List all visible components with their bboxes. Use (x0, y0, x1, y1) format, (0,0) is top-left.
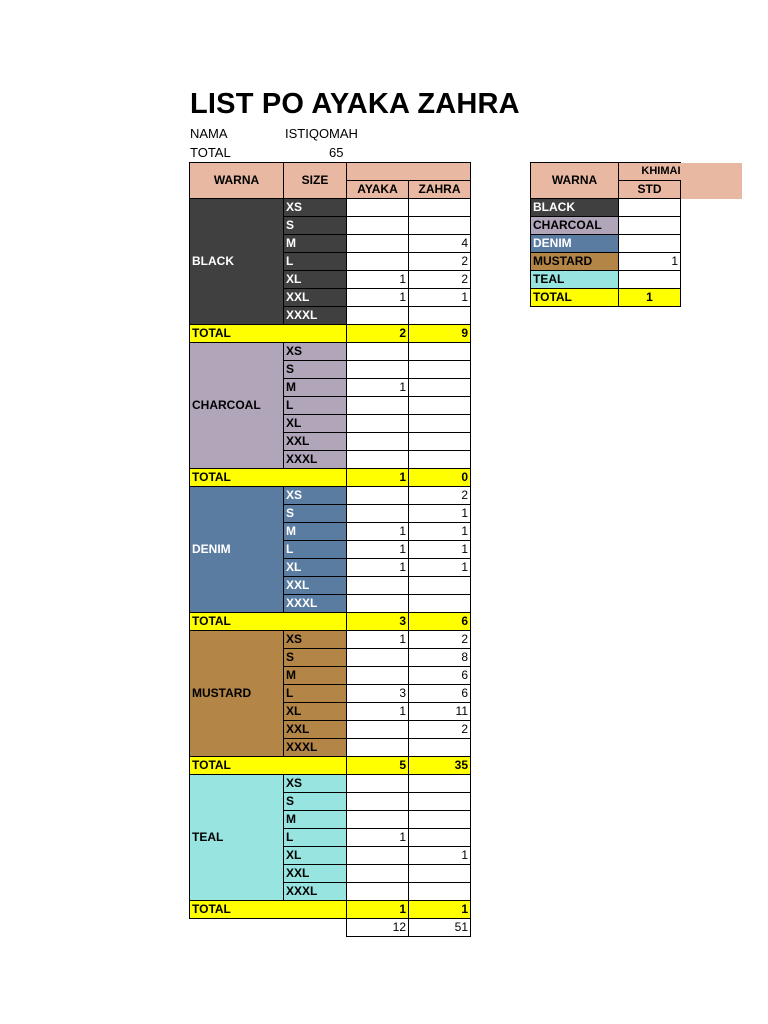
total-value: 65 (329, 145, 344, 160)
zahra-qty-cell (409, 397, 471, 415)
table-row (190, 343, 471, 361)
size-cell: M (284, 523, 347, 541)
size-cell: L (284, 685, 347, 703)
table-row (190, 775, 471, 793)
color-name-cell: MUSTARD (190, 631, 284, 757)
total-ayaka-cell: 1 (347, 469, 409, 487)
ayaka-qty-cell (347, 397, 409, 415)
ayaka-qty-cell: 1 (347, 541, 409, 559)
zahra-qty-cell (409, 883, 471, 901)
size-cell: L (284, 541, 347, 559)
side-total-value: 1 (619, 289, 681, 307)
zahra-qty-cell (409, 775, 471, 793)
side-std-qty-cell (619, 235, 681, 253)
size-cell: XS (284, 487, 347, 505)
size-cell: XXL (284, 865, 347, 883)
side-header-fill2 (681, 181, 743, 199)
size-cell: XXL (284, 721, 347, 739)
size-cell: M (284, 667, 347, 685)
size-cell: XXXL (284, 595, 347, 613)
zahra-qty-cell (409, 739, 471, 757)
page-title: LIST PO AYAKA ZAHRA (190, 88, 520, 120)
total-row-label: TOTAL (190, 757, 347, 775)
grand-zahra-cell: 51 (409, 919, 471, 937)
zahra-qty-cell: 2 (409, 487, 471, 505)
side-table-row (531, 235, 743, 253)
ayaka-qty-cell (347, 739, 409, 757)
total-zahra-cell: 9 (409, 325, 471, 343)
side-header-khimar: KHIMAI (619, 163, 681, 181)
nama-label: NAMA (190, 126, 228, 141)
size-cell: XXXL (284, 451, 347, 469)
zahra-qty-cell: 6 (409, 667, 471, 685)
ayaka-qty-cell (347, 361, 409, 379)
size-cell: XL (284, 415, 347, 433)
size-cell: XXL (284, 433, 347, 451)
total-ayaka-cell: 1 (347, 901, 409, 919)
ayaka-qty-cell (347, 415, 409, 433)
header-warna: WARNA (190, 163, 284, 199)
ayaka-qty-cell (347, 451, 409, 469)
size-cell: XXXL (284, 739, 347, 757)
side-std-qty-cell (619, 199, 681, 217)
total-zahra-cell: 35 (409, 757, 471, 775)
zahra-qty-cell (409, 451, 471, 469)
total-row (190, 325, 471, 343)
total-zahra-cell: 0 (409, 469, 471, 487)
side-header-warna: WARNA (531, 163, 619, 199)
ayaka-qty-cell (347, 235, 409, 253)
ayaka-qty-cell (347, 343, 409, 361)
total-row-label: TOTAL (190, 325, 347, 343)
size-cell: XL (284, 847, 347, 865)
header-ayaka: AYAKA (347, 181, 409, 199)
ayaka-qty-cell (347, 577, 409, 595)
po-main-table (189, 162, 471, 937)
zahra-qty-cell (409, 217, 471, 235)
zahra-qty-cell (409, 829, 471, 847)
size-cell: S (284, 217, 347, 235)
side-color-cell: DENIM (531, 235, 619, 253)
size-cell: XS (284, 631, 347, 649)
zahra-qty-cell: 1 (409, 847, 471, 865)
total-row (190, 901, 471, 919)
ayaka-qty-cell: 1 (347, 703, 409, 721)
size-cell: XXXL (284, 883, 347, 901)
khimar-table (530, 162, 743, 307)
table-row (190, 487, 471, 505)
header-zahra: ZAHRA (409, 181, 471, 199)
size-cell: S (284, 793, 347, 811)
size-cell: XXL (284, 577, 347, 595)
ayaka-qty-cell (347, 217, 409, 235)
zahra-qty-cell (409, 793, 471, 811)
zahra-qty-cell: 2 (409, 271, 471, 289)
color-name-cell: DENIM (190, 487, 284, 613)
table-row (190, 199, 471, 217)
total-ayaka-cell: 5 (347, 757, 409, 775)
total-row (190, 613, 471, 631)
ayaka-qty-cell: 1 (347, 631, 409, 649)
total-zahra-cell: 1 (409, 901, 471, 919)
side-blank (681, 235, 743, 253)
size-cell: L (284, 397, 347, 415)
total-row-label: TOTAL (190, 613, 347, 631)
size-cell: XS (284, 775, 347, 793)
ayaka-qty-cell (347, 721, 409, 739)
zahra-qty-cell (409, 595, 471, 613)
side-header-fill (681, 163, 743, 181)
size-cell: XXL (284, 289, 347, 307)
color-name-cell: TEAL (190, 775, 284, 901)
side-std-qty-cell (619, 217, 681, 235)
size-cell: M (284, 235, 347, 253)
nama-value: ISTIQOMAH (285, 126, 358, 141)
ayaka-qty-cell: 1 (347, 829, 409, 847)
size-cell: M (284, 379, 347, 397)
total-row-label: TOTAL (190, 469, 347, 487)
ayaka-qty-cell (347, 307, 409, 325)
side-color-cell: BLACK (531, 199, 619, 217)
ayaka-qty-cell (347, 487, 409, 505)
size-cell: L (284, 829, 347, 847)
grand-blank (190, 919, 284, 937)
total-row-label: TOTAL (190, 901, 347, 919)
side-table-row (531, 271, 743, 289)
zahra-qty-cell (409, 433, 471, 451)
zahra-qty-cell: 4 (409, 235, 471, 253)
ayaka-qty-cell (347, 847, 409, 865)
side-blank (681, 289, 743, 307)
size-cell: XL (284, 271, 347, 289)
ayaka-qty-cell (347, 199, 409, 217)
zahra-qty-cell: 8 (409, 649, 471, 667)
side-blank (681, 271, 743, 289)
size-cell: XXXL (284, 307, 347, 325)
ayaka-qty-cell (347, 883, 409, 901)
zahra-qty-cell (409, 379, 471, 397)
zahra-qty-cell (409, 199, 471, 217)
ayaka-qty-cell (347, 505, 409, 523)
total-ayaka-cell: 2 (347, 325, 409, 343)
ayaka-qty-cell (347, 811, 409, 829)
side-table-row (531, 253, 743, 271)
total-ayaka-cell: 3 (347, 613, 409, 631)
zahra-qty-cell (409, 307, 471, 325)
ayaka-qty-cell (347, 253, 409, 271)
zahra-qty-cell: 11 (409, 703, 471, 721)
size-cell: XS (284, 343, 347, 361)
zahra-qty-cell (409, 865, 471, 883)
side-color-cell: CHARCOAL (531, 217, 619, 235)
size-cell: L (284, 253, 347, 271)
side-color-cell: TEAL (531, 271, 619, 289)
size-cell: XS (284, 199, 347, 217)
ayaka-qty-cell: 3 (347, 685, 409, 703)
grand-blank (284, 919, 347, 937)
zahra-qty-cell (409, 811, 471, 829)
size-cell: S (284, 505, 347, 523)
side-blank (681, 217, 743, 235)
header-size: SIZE (284, 163, 347, 199)
side-header-std: STD (619, 181, 681, 199)
size-cell: S (284, 649, 347, 667)
ayaka-qty-cell (347, 433, 409, 451)
side-table-row (531, 217, 743, 235)
ayaka-qty-cell: 1 (347, 559, 409, 577)
zahra-qty-cell: 1 (409, 559, 471, 577)
color-name-cell: CHARCOAL (190, 343, 284, 469)
zahra-qty-cell: 2 (409, 631, 471, 649)
ayaka-qty-cell (347, 649, 409, 667)
zahra-qty-cell: 1 (409, 505, 471, 523)
total-label: TOTAL (190, 145, 231, 160)
ayaka-qty-cell: 1 (347, 523, 409, 541)
grand-ayaka-cell: 12 (347, 919, 409, 937)
size-cell: XL (284, 703, 347, 721)
header-blank (347, 163, 471, 181)
total-zahra-cell: 6 (409, 613, 471, 631)
zahra-qty-cell (409, 415, 471, 433)
ayaka-qty-cell: 1 (347, 271, 409, 289)
zahra-qty-cell: 1 (409, 523, 471, 541)
ayaka-qty-cell (347, 775, 409, 793)
size-cell: S (284, 361, 347, 379)
total-row (190, 469, 471, 487)
grand-total-row (190, 919, 471, 937)
ayaka-qty-cell (347, 865, 409, 883)
side-color-cell: MUSTARD (531, 253, 619, 271)
color-name-cell: BLACK (190, 199, 284, 325)
size-cell: M (284, 811, 347, 829)
zahra-qty-cell (409, 577, 471, 595)
ayaka-qty-cell (347, 793, 409, 811)
zahra-qty-cell (409, 343, 471, 361)
ayaka-qty-cell: 1 (347, 379, 409, 397)
total-row (190, 757, 471, 775)
zahra-qty-cell: 2 (409, 253, 471, 271)
side-std-qty-cell (619, 271, 681, 289)
zahra-qty-cell (409, 361, 471, 379)
zahra-qty-cell: 1 (409, 289, 471, 307)
zahra-qty-cell: 2 (409, 721, 471, 739)
table-row (190, 631, 471, 649)
side-total-label: TOTAL (531, 289, 619, 307)
zahra-qty-cell: 1 (409, 541, 471, 559)
zahra-qty-cell: 6 (409, 685, 471, 703)
side-table-row (531, 199, 743, 217)
ayaka-qty-cell (347, 667, 409, 685)
ayaka-qty-cell: 1 (347, 289, 409, 307)
side-blank (681, 199, 743, 217)
side-blank (681, 253, 743, 271)
side-std-qty-cell: 1 (619, 253, 681, 271)
ayaka-qty-cell (347, 595, 409, 613)
size-cell: XL (284, 559, 347, 577)
side-total-row (531, 289, 743, 307)
